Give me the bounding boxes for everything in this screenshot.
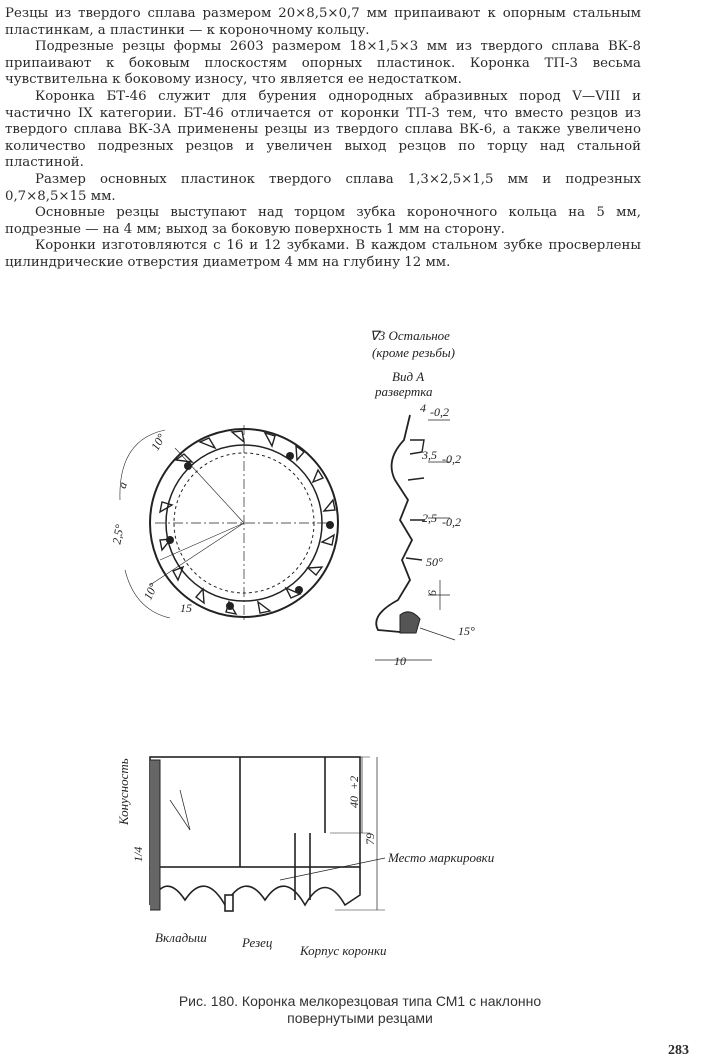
paragraph-1: Резцы из твердого сплава размером 20×8,5×0,7 мм припаивают к опорным стальным пластинкам, а пластинки — к короночному кольцу. [5, 6, 641, 38]
dim-79: 79 [363, 833, 377, 845]
figure-caption [80, 993, 640, 1027]
dim-6: 6 [425, 590, 439, 596]
dim-40: 40 [347, 796, 361, 808]
marking-place-label: Место маркировки [388, 850, 495, 865]
crown-body-label: Корпус коронки [300, 943, 387, 958]
surface-finish-label: ∇3 Остальное [370, 328, 450, 343]
dim-3-5-tol: -0,2 [442, 452, 461, 466]
dim-4: 4 [420, 401, 426, 415]
ring-label-a: a [114, 479, 130, 491]
caption-line-1: Рис. 180. Коронка мелкорезцовая типа СМ1 с наклонно [178, 993, 542, 1009]
technical-drawing [0, 300, 711, 1000]
caption-line-2: повернутыми резцами [287, 1010, 433, 1026]
ring-dim-15: 15 [180, 601, 192, 615]
paragraph-5: Основные резцы выступают над торцом зубка короночного кольца на 5 мм, подрезные — на 4 мм; выход за боковую поверхность 1 мм на сторону. [5, 205, 641, 237]
dim-2-5-tol: -0,2 [442, 515, 461, 529]
conicity-label: Конусность [116, 758, 131, 825]
dim-3-5: 3,5 [422, 448, 437, 462]
paragraph-4: Размер основных пластинок твердого сплава 1,3×2,5×1,5 мм и подрезных 0,7×8,5×15 мм. [5, 171, 641, 204]
cutter-label: Резец [242, 935, 273, 950]
paragraph-3: Коронка БТ-46 служит для бурения однородных абразивных пород V—VIII и частично IX категории. БТ-46 отличается от коронки ТП-3 тем, что вместо резцов из твердого сплава ВК-3А применены резцы из твердого сплава ВК-6, а также увеличено количество подрезных резцов и увеличен выход резцов по торцу над стальной пластиной. [5, 88, 641, 171]
paragraph-6: Коронки изготовляются с 16 и 12 зубками. В каждом стальном зубке просверлены цилиндрические отверстия диаметром 4 мм на глубину 12 мм. [5, 238, 641, 270]
page-number: 283 [668, 1043, 689, 1058]
view-a-title: Вид А [392, 369, 425, 384]
dim-10: 10 [394, 654, 406, 668]
paragraph-2: Подрезные резцы формы 2603 размером 18×1,5×3 мм из твердого сплава ВК-8 припаивают к боковым плоскостям опорных пластинок. Коронка ТП-3 весьма чувствительна к боковому износу, что является ее недостатком. [5, 39, 641, 88]
body-text [5, 6, 641, 272]
ring-angle-2-5: 2,5° [109, 523, 127, 546]
conicity-value: 1/4 [131, 846, 145, 862]
ring-angle-10-top: 10° [147, 431, 169, 453]
dim-2-5: 2,5 [422, 511, 437, 525]
dim-4-tol: -0,2 [430, 405, 449, 419]
angle-15: 15° [458, 624, 475, 638]
dim-40-tol: +2 [347, 775, 361, 790]
surface-finish-note: (кроме резьбы) [372, 345, 455, 360]
angle-50: 50° [426, 555, 443, 569]
ring-angle-10-bottom: 10° [140, 580, 161, 603]
insert-label: Вкладыш [155, 930, 207, 945]
view-a-subtitle: развертка [375, 384, 433, 399]
